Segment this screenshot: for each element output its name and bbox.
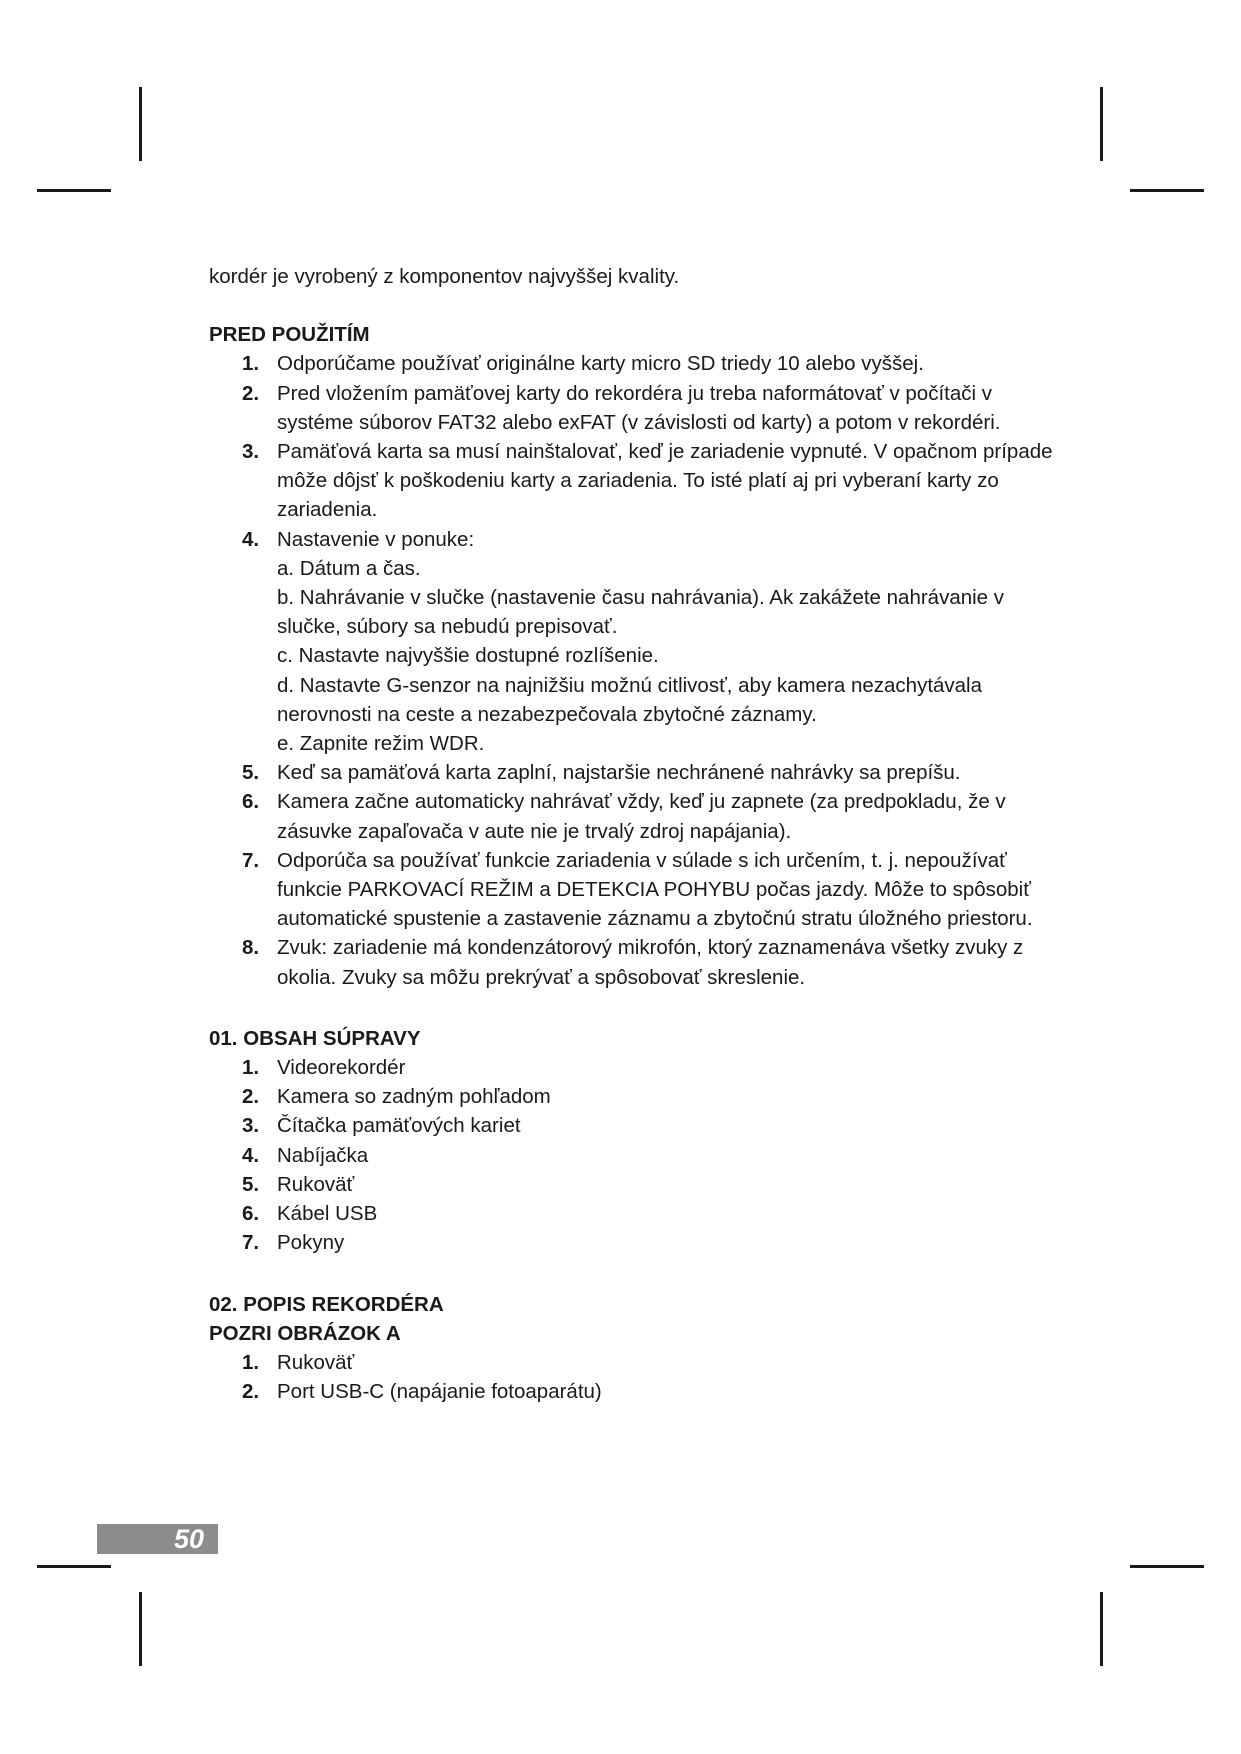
- item-number: 4.: [242, 527, 260, 551]
- item-text: Odporúčame používať originálne karty micro SD triedy 10 alebo vyššej.: [277, 352, 924, 376]
- item-number: 6.: [242, 790, 260, 814]
- item-text: Pokyny: [277, 1231, 345, 1255]
- list-item: [209, 379, 1069, 437]
- item-number: 6.: [242, 1202, 260, 1226]
- crop-mark-bottom-right-horizontal: [1130, 1565, 1204, 1568]
- section-kit-contents: [209, 1024, 1069, 1258]
- crop-mark-bottom-left-horizontal: [37, 1565, 111, 1568]
- kit-contents-list: [209, 1053, 1069, 1257]
- page-number: 50: [97, 1524, 218, 1554]
- sublist-item: c. Nastavte najvyššie dostupné rozlíšenie.: [277, 644, 659, 668]
- item-text: Pred vložením pamäťovej karty do rekordéra ju treba naformátovať v počítači v systéme súborov FAT32 alebo exFAT (v závislosti od karty) a potom v rekordéri.: [277, 381, 1001, 434]
- list-item: [209, 1228, 1069, 1257]
- item-number: 2.: [242, 1380, 260, 1404]
- item-number: 2.: [242, 381, 260, 405]
- item-number: 1.: [242, 352, 260, 376]
- item-number: 2.: [242, 1085, 260, 1109]
- list-item: [209, 1348, 1069, 1377]
- item-text: Nastavenie v ponuke:: [277, 527, 475, 551]
- list-item: [209, 1082, 1069, 1111]
- sublist-item: d. Nastavte G-senzor na najnižšiu možnú citlivosť, aby kamera nezachytávala nerovnosti na ceste a nezabezpečovala zbytočné záznamy.: [277, 673, 983, 726]
- item-text: Čítačka pamäťových kariet: [277, 1114, 521, 1138]
- item-number: 4.: [242, 1143, 260, 1167]
- item-text: Odporúča sa používať funkcie zariadenia v súlade s ich určením, t. j. nepoužívať funkcie PARKOVACÍ REŽIM a DETEKCIA POHYBU počas jazdy. Môže to spôsobiť automatické spustenie a zastavenie záznamu a zbytočnú stratu úložného priestoru.: [277, 848, 1033, 931]
- item-number: 8.: [242, 936, 260, 960]
- list-item: [209, 525, 1069, 759]
- item-text: Kamera začne automaticky nahrávať vždy, keď ju zapnete (za predpokladu, že v zásuvke zapaľovača v aute nie je trvalý zdroj napájania).: [277, 790, 1006, 843]
- crop-mark-top-right-horizontal: [1130, 189, 1204, 192]
- menu-settings-sublist: [277, 554, 1069, 758]
- list-item: [209, 933, 1069, 991]
- item-number: 1.: [242, 1350, 260, 1374]
- item-text: Nabíjačka: [277, 1143, 369, 1167]
- crop-mark-bottom-left-vertical: [139, 1592, 142, 1666]
- item-text: Kábel USB: [277, 1202, 378, 1226]
- crop-mark-top-right-vertical: [1100, 87, 1103, 161]
- section-before-use: [209, 320, 1069, 992]
- item-number: 3.: [242, 440, 260, 464]
- section-subtitle-see-figure: POZRI OBRÁZOK A: [209, 1321, 401, 1345]
- list-item: [209, 1199, 1069, 1228]
- page-content: [209, 262, 1069, 1406]
- list-item: [209, 1141, 1069, 1170]
- section-title-before-use: PRED POUŽITÍM: [209, 323, 370, 347]
- item-text: Port USB-C (napájanie fotoaparátu): [277, 1380, 602, 1404]
- item-number: 3.: [242, 1114, 260, 1138]
- item-text: Keď sa pamäťová karta zaplní, najstaršie nechránené nahrávky sa prepíšu.: [277, 761, 961, 785]
- list-item: [209, 1377, 1069, 1406]
- section-title-kit-contents: 01. OBSAH SÚPRAVY: [209, 1026, 421, 1050]
- sublist-item: e. Zapnite režim WDR.: [277, 732, 485, 756]
- crop-mark-bottom-right-vertical: [1100, 1592, 1103, 1666]
- list-item: [209, 437, 1069, 525]
- crop-mark-top-left-vertical: [139, 87, 142, 161]
- intro-text: kordér je vyrobený z komponentov najvyššej kvality.: [209, 265, 680, 288]
- section-recorder-description: [209, 1290, 1069, 1407]
- list-item: [209, 1170, 1069, 1199]
- item-number: 7.: [242, 1231, 260, 1255]
- item-number: 5.: [242, 761, 260, 785]
- item-text: Kamera so zadným pohľadom: [277, 1085, 551, 1109]
- list-item: [209, 787, 1069, 845]
- item-text: Videorekordér: [277, 1056, 406, 1080]
- crop-mark-top-left-horizontal: [37, 189, 111, 192]
- item-number: 1.: [242, 1056, 260, 1080]
- list-item: [209, 846, 1069, 934]
- recorder-description-list: [209, 1348, 1069, 1406]
- list-item: [209, 1111, 1069, 1140]
- before-use-list: [209, 349, 1069, 991]
- item-text: Zvuk: zariadenie má kondenzátorový mikrofón, ktorý zaznamenáva všetky zvuky z okolia. Zvuky sa môžu prekrývať a spôsobovať skreslenie.: [277, 936, 1024, 989]
- item-number: 7.: [242, 848, 260, 872]
- sublist-item: b. Nahrávanie v slučke (nastavenie času nahrávania). Ak zakážete nahrávanie v slučke, súbory sa nebudú prepisovať.: [277, 586, 1005, 639]
- item-text: Rukoväť: [277, 1350, 355, 1374]
- list-item: [209, 758, 1069, 787]
- item-text: Rukoväť: [277, 1172, 355, 1196]
- section-title-recorder-description: 02. POPIS REKORDÉRA: [209, 1292, 444, 1316]
- sublist-item: a. Dátum a čas.: [277, 556, 421, 580]
- list-item: [209, 1053, 1069, 1082]
- item-number: 5.: [242, 1172, 260, 1196]
- item-text: Pamäťová karta sa musí nainštalovať, keď je zariadenie vypnuté. V opačnom prípade môže dôjsť k poškodeniu karty a zariadenia. To isté platí aj pri vyberaní karty zo zariadenia.: [277, 440, 1053, 522]
- list-item: [209, 349, 1069, 378]
